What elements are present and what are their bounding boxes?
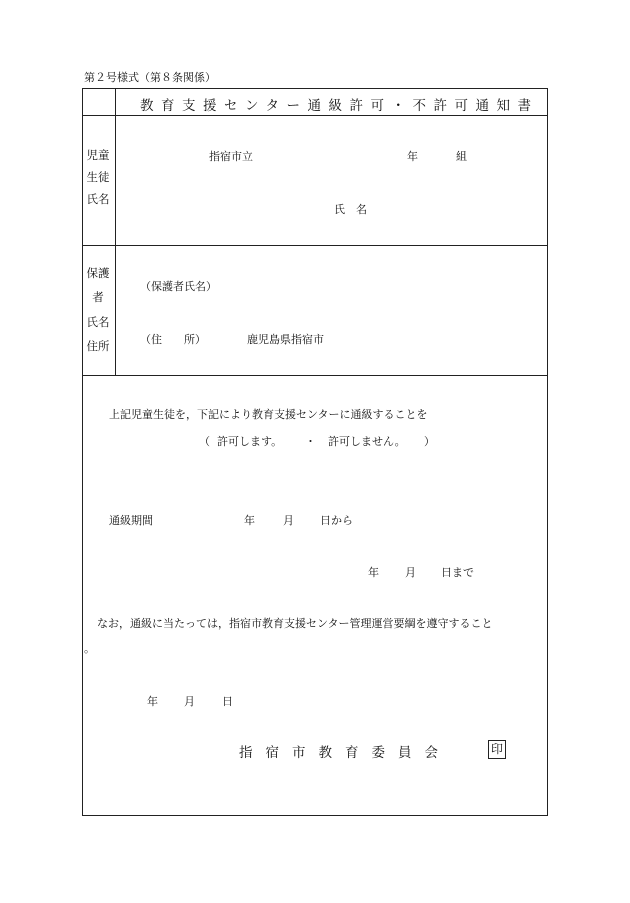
guardian-row-divider	[82, 375, 548, 376]
from-year-label: 年	[244, 514, 255, 527]
compliance-note: なお，通級に当たっては，指宿市教育支援センター管理運営要綱を遵守すること	[97, 617, 493, 630]
school-prefix: 指宿市立	[209, 150, 253, 163]
to-month-label: 月	[405, 566, 416, 579]
seal-mark: 印	[488, 740, 506, 759]
student-name-label: 氏 名	[334, 203, 367, 216]
table-border-bottom	[82, 815, 548, 816]
compliance-note-end: 。	[84, 642, 95, 655]
option-deny: 許可しません。	[328, 435, 406, 448]
option-permit: 許可します。	[217, 435, 283, 448]
intro-text: 上記児童生徒を，下記により教育支援センターに通級することを	[109, 408, 428, 421]
issue-day-label: 日	[222, 695, 233, 708]
table-border-right	[547, 88, 548, 815]
address-label: （住 所）	[140, 333, 206, 346]
table-border-left	[82, 88, 83, 815]
to-day-label: 日まで	[441, 566, 474, 579]
title-row-divider	[82, 115, 548, 116]
period-label: 通級期間	[109, 514, 153, 527]
option-separator: ・	[305, 435, 316, 448]
label-column-divider	[115, 88, 116, 375]
option-open-paren: （	[199, 435, 210, 448]
guardian-label: 保護 者 氏名 住所	[86, 266, 110, 353]
address-value: 鹿児島県指宿市	[247, 333, 324, 346]
form-number: 第２号様式（第８条関係）	[84, 71, 216, 84]
to-year-label: 年	[368, 566, 379, 579]
issue-month-label: 月	[184, 695, 195, 708]
class-label: 組	[456, 150, 467, 163]
issue-year-label: 年	[147, 695, 158, 708]
option-close-paren: ）	[424, 435, 435, 448]
guardian-name-label: （保護者氏名）	[140, 280, 217, 293]
from-month-label: 月	[283, 514, 294, 527]
student-label: 児童 生徒 氏名	[86, 148, 110, 206]
grade-year-label: 年	[407, 150, 418, 163]
issuer-name: 指宿市教育委員会	[239, 745, 451, 761]
table-border-top	[82, 88, 548, 89]
student-row-divider	[82, 245, 548, 246]
document-title: 教育支援センター通級許可・不許可通知書	[140, 98, 539, 114]
from-day-label: 日から	[320, 514, 353, 527]
